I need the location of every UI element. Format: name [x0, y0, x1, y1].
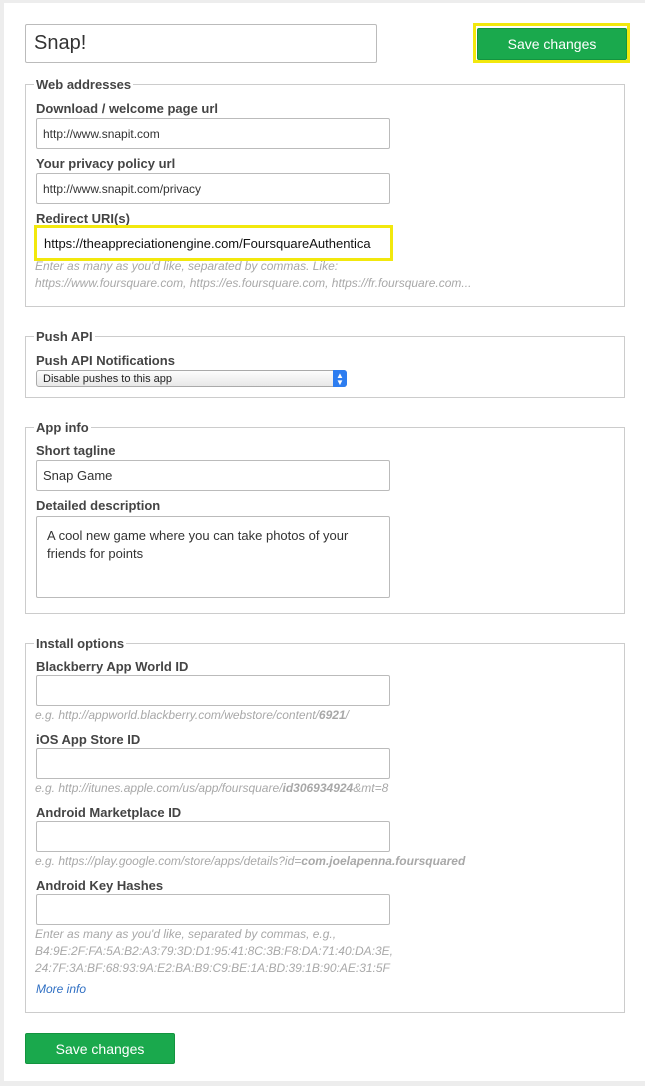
redirect-uri-input[interactable]: https://theappreciationengine.com/FoursquareAuthentica [38, 228, 390, 258]
tagline-input[interactable]: Snap Game [36, 460, 390, 491]
android-id-label: Android Marketplace ID [36, 805, 182, 820]
ios-id-label: iOS App Store ID [36, 732, 141, 747]
app-info-legend: App info [36, 420, 89, 435]
save-button-bottom[interactable]: Save changes [25, 1033, 175, 1064]
blackberry-id-label: Blackberry App World ID [36, 659, 189, 674]
settings-page [4, 3, 645, 1081]
redirect-help-line-2: https://www.foursquare.com, https://es.foursquare.com, https://fr.foursquare.com... [35, 276, 472, 290]
push-notifications-selected: Disable pushes to this app [43, 372, 173, 385]
app-name-input[interactable] [25, 24, 377, 63]
key-hashes-label: Android Key Hashes [36, 878, 164, 893]
key-hashes-help-line-2: B4:9E:2F:FA:5A:B2:A3:79:3D:D1:95:41:8C:3B:F8:DA:71:40:DA:3E, [35, 944, 393, 958]
description-label: Detailed description [36, 498, 161, 513]
download-url-input[interactable]: http://www.snapit.com [36, 118, 390, 149]
key-hashes-input[interactable] [36, 894, 390, 925]
push-notifications-label: Push API Notifications [36, 353, 175, 368]
privacy-url-input[interactable]: http://www.snapit.com/privacy [36, 173, 390, 204]
android-id-input[interactable] [36, 821, 390, 852]
push-api-legend: Push API [36, 329, 93, 344]
description-textarea[interactable]: A cool new game where you can take photos of your friends for points [36, 516, 390, 598]
tagline-label: Short tagline [36, 443, 116, 458]
ios-help: e.g. http://itunes.apple.com/us/app/foursquare/id306934924&mt=8 [35, 781, 389, 795]
chevron-updown-icon: ▲ ▼ [333, 370, 347, 387]
ios-id-input[interactable] [36, 748, 390, 779]
key-hashes-help-line-3: 24:7F:3A:BF:68:93:9A:E2:BA:B9:C9:BE:1A:BD:39:1B:90:AE:31:5F [35, 961, 390, 975]
redirect-help-line-1: Enter as many as you'd like, separated by commas. Like: [35, 259, 339, 273]
push-notifications-select[interactable] [36, 370, 347, 387]
download-url-label: Download / welcome page url [36, 101, 219, 116]
privacy-url-label: Your privacy policy url [36, 156, 176, 171]
install-options-legend: Install options [36, 636, 125, 651]
web-addresses-legend: Web addresses [36, 77, 132, 92]
redirect-uri-label: Redirect URI(s) [36, 211, 130, 226]
key-hashes-help-line-1: Enter as many as you'd like, separated by commas, e.g., [35, 927, 337, 941]
blackberry-id-input[interactable] [36, 675, 390, 706]
blackberry-help: e.g. http://appworld.blackberry.com/webstore/content/6921/ [35, 708, 349, 722]
more-info-link[interactable]: More info [36, 982, 87, 996]
save-button-top[interactable]: Save changes [477, 28, 627, 60]
android-help: e.g. https://play.google.com/store/apps/details?id=com.joelapenna.foursquared [35, 854, 466, 868]
